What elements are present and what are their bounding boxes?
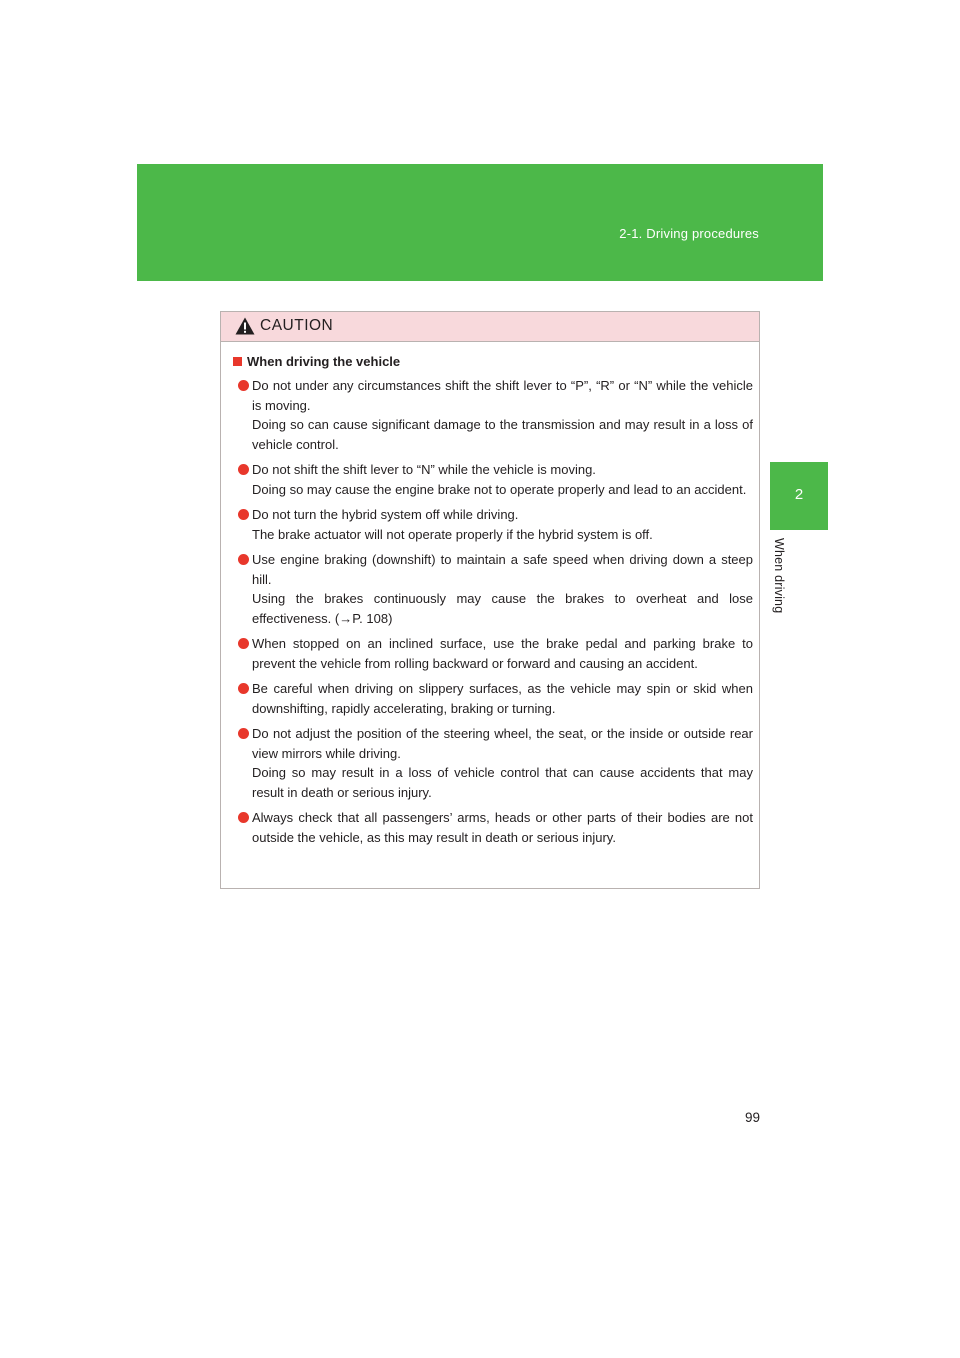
chapter-label: When driving — [772, 538, 786, 614]
caution-item-text: Use engine braking (downshift) to maintain a safe speed when driving down a steep hill. — [252, 552, 753, 587]
caution-item-text: Always check that all passengers’ arms, heads or other parts of their bodies are not outside the vehicle, as this may result in death or serious injury. — [252, 810, 753, 845]
caution-item — [233, 505, 753, 544]
page-number: 99 — [744, 1110, 760, 1125]
caution-item-text: Do not turn the hybrid system off while driving. — [252, 507, 519, 522]
caution-item-text: When stopped on an inclined surface, use the brake pedal and parking brake to prevent the vehicle from rolling backward or forward and causing an accident. — [252, 636, 753, 671]
caution-item — [233, 460, 753, 499]
section-title — [233, 354, 753, 369]
caution-item-text: Be careful when driving on slippery surfaces, as the vehicle may spin or skid when downshifting, rapidly accelerating, braking or turning. — [252, 681, 753, 716]
circle-bullet-icon — [238, 554, 249, 565]
caution-item — [233, 376, 753, 454]
caution-item-detail: Doing so may cause the engine brake not to operate properly and lead to an accident. — [252, 481, 747, 497]
caution-item — [233, 550, 753, 628]
caution-item-text: Do not shift the shift lever to “N” while the vehicle is moving. — [252, 462, 596, 477]
circle-bullet-icon — [238, 728, 249, 739]
caution-item-text: Do not adjust the position of the steering wheel, the seat, or the inside or outside rear view mirrors while driving. — [252, 726, 753, 761]
caution-item-text: Do not under any circumstances shift the shift lever to “P”, “R” or “N” while the vehicle is moving. — [252, 378, 753, 413]
section-heading: 2-1. Driving procedures — [619, 226, 759, 241]
caution-item — [233, 808, 753, 847]
chapter-number: 2 — [794, 486, 804, 503]
caution-item — [233, 679, 753, 718]
caution-item — [233, 724, 753, 802]
chapter-tab — [770, 462, 828, 530]
section-title-text: When driving the vehicle — [247, 354, 401, 369]
circle-bullet-icon — [238, 812, 249, 823]
caution-box — [220, 311, 760, 889]
caution-title: CAUTION — [260, 317, 334, 334]
caution-item-detail: Doing so may result in a loss of vehicle control that can cause accidents that may result in death or serious injury. — [252, 765, 753, 800]
circle-bullet-icon — [238, 509, 249, 520]
caution-body — [221, 342, 759, 847]
circle-bullet-icon — [238, 638, 249, 649]
caution-list — [233, 376, 753, 847]
warning-triangle-icon — [235, 317, 255, 335]
square-bullet-icon — [233, 357, 242, 366]
circle-bullet-icon — [238, 380, 249, 391]
caution-item-detail: Doing so can cause significant damage to the transmission and may result in a loss of vehicle control. — [252, 417, 753, 452]
caution-item — [233, 634, 753, 673]
circle-bullet-icon — [238, 683, 249, 694]
caution-header — [221, 312, 759, 342]
header-band — [137, 164, 823, 281]
caution-item-detail: Using the brakes continuously may cause the brakes to overheat and lose effectiveness. (→P. 108) — [252, 591, 753, 626]
caution-item-detail: The brake actuator will not operate properly if the hybrid system is off. — [252, 526, 653, 542]
circle-bullet-icon — [238, 464, 249, 475]
